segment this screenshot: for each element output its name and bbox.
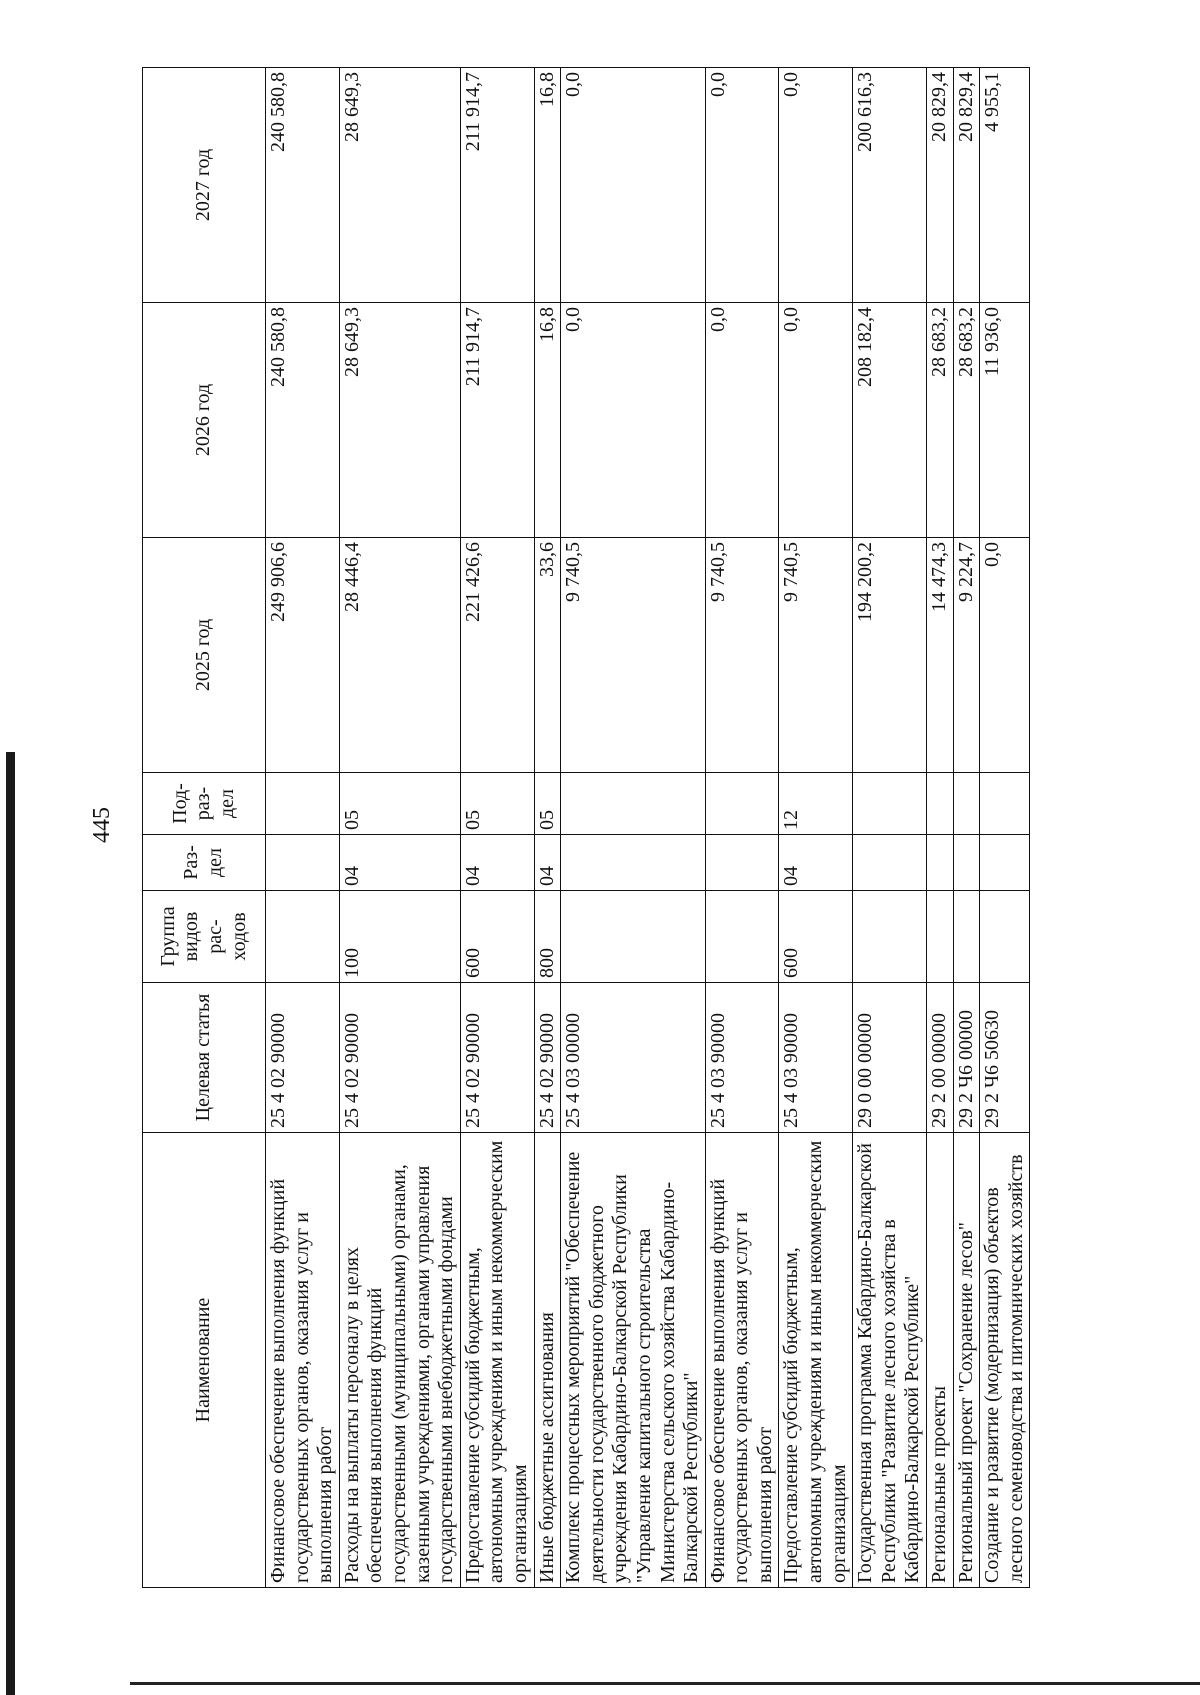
- expense-group-cell: [927, 891, 954, 983]
- header-2026: 2026 год: [143, 303, 266, 538]
- value-2025-cell: 221 426,6: [460, 538, 534, 773]
- header-2027: 2027 год: [143, 68, 266, 303]
- target-article-cell: 29 2 00 00000: [927, 983, 954, 1133]
- value-2026-cell: 240 580,8: [266, 303, 340, 538]
- table-row: [266, 68, 340, 1588]
- row-name-cell: Предоставление субсидий бюджетным, автономным учреждениям и иным некоммерческим организациям: [460, 1133, 534, 1588]
- value-2025-cell: 0,0: [980, 538, 1030, 773]
- target-article-cell: 25 4 03 00000: [561, 983, 706, 1133]
- scan-left-edge: [6, 752, 15, 1695]
- target-article-cell: 29 2 Ч6 00000: [953, 983, 980, 1133]
- header-expense-group: Группа видов рас- ходов: [143, 891, 266, 983]
- header-target-article: Целевая статья: [143, 983, 266, 1133]
- header-section: Раз- дел: [143, 835, 266, 891]
- expense-group-cell: [953, 891, 980, 983]
- value-2025-cell: 14 474,3: [927, 538, 954, 773]
- expense-group-cell: [705, 891, 779, 983]
- section-cell: 04: [460, 835, 534, 891]
- section-cell: [953, 835, 980, 891]
- table-row: [561, 68, 706, 1588]
- value-2026-cell: 211 914,7: [460, 303, 534, 538]
- value-2027-cell: 200 616,3: [853, 68, 927, 303]
- section-cell: 04: [779, 835, 853, 891]
- value-2025-cell: 249 906,6: [266, 538, 340, 773]
- value-2026-cell: 0,0: [779, 303, 853, 538]
- budget-table: [142, 67, 1030, 1588]
- section-cell: [705, 835, 779, 891]
- value-2026-cell: 0,0: [705, 303, 779, 538]
- target-article-cell: 29 0 00 00000: [853, 983, 927, 1133]
- value-2027-cell: 20 829,4: [927, 68, 954, 303]
- target-article-cell: 29 2 Ч6 50630: [980, 983, 1030, 1133]
- target-article-cell: 25 4 02 90000: [534, 983, 561, 1133]
- value-2025-cell: 33,6: [534, 538, 561, 773]
- subsection-cell: [705, 773, 779, 835]
- expense-group-cell: [266, 891, 340, 983]
- table-row: [705, 68, 779, 1588]
- section-cell: [853, 835, 927, 891]
- value-2026-cell: 16,8: [534, 303, 561, 538]
- section-cell: 04: [534, 835, 561, 891]
- row-name-cell: Предоставление субсидий бюджетным, автономным учреждениям и иным некоммерческим организациям: [779, 1133, 853, 1588]
- table-row: [339, 68, 460, 1588]
- table-row: [980, 68, 1030, 1588]
- value-2026-cell: 28 649,3: [339, 303, 460, 538]
- expense-group-cell: 800: [534, 891, 561, 983]
- value-2027-cell: 4 955,1: [980, 68, 1030, 303]
- value-2025-cell: 194 200,2: [853, 538, 927, 773]
- value-2026-cell: 208 182,4: [853, 303, 927, 538]
- row-name-cell: Государственная программа Кабардино-Балкарской Республики "Развитие лесного хозяйства в Кабардино-Балкарской Республике": [853, 1133, 927, 1588]
- row-name-cell: Комплекс процессных мероприятий "Обеспечение деятельности государственного бюджетного учреждения Кабардино-Балкарской Республики "Управление капитального строительства Министерства сельского хозяйства Кабардино-Балкарской Республики": [561, 1133, 706, 1588]
- target-article-cell: 25 4 02 90000: [266, 983, 340, 1133]
- row-name-cell: Финансовое обеспечение выполнения функций государственных органов, оказания услуг и выполнения работ: [705, 1133, 779, 1588]
- row-name-cell: Региональные проекты: [927, 1133, 954, 1588]
- subsection-cell: [927, 773, 954, 835]
- subsection-cell: [561, 773, 706, 835]
- row-name-cell: Финансовое обеспечение выполнения функций государственных органов, оказания услуг и выполнения работ: [266, 1133, 340, 1588]
- value-2027-cell: 20 829,4: [953, 68, 980, 303]
- table-row: [779, 68, 853, 1588]
- value-2026-cell: 11 936,0: [980, 303, 1030, 538]
- subsection-cell: 05: [460, 773, 534, 835]
- subsection-cell: 05: [339, 773, 460, 835]
- value-2027-cell: 0,0: [779, 68, 853, 303]
- row-name-cell: Региональный проект "Сохранение лесов": [953, 1133, 980, 1588]
- header-name: Наименование: [143, 1133, 266, 1588]
- row-name-cell: Расходы на выплаты персоналу в целях обеспечения выполнения функций государственными (муниципальными) органами, казенными учреждениями, органами управления государственными внебюджетными фондами: [339, 1133, 460, 1588]
- target-article-cell: 25 4 02 90000: [339, 983, 460, 1133]
- subsection-cell: [953, 773, 980, 835]
- target-article-cell: 25 4 03 90000: [779, 983, 853, 1133]
- section-cell: [266, 835, 340, 891]
- value-2027-cell: 0,0: [561, 68, 706, 303]
- value-2025-cell: 9 740,5: [779, 538, 853, 773]
- header-row: [143, 68, 266, 1588]
- subsection-cell: [266, 773, 340, 835]
- value-2026-cell: 0,0: [561, 303, 706, 538]
- value-2026-cell: 28 683,2: [927, 303, 954, 538]
- expense-group-cell: 600: [779, 891, 853, 983]
- section-cell: 04: [339, 835, 460, 891]
- table-row: [853, 68, 927, 1588]
- scan-bottom-edge: [130, 1682, 1200, 1685]
- table-row: [534, 68, 561, 1588]
- subsection-cell: 05: [534, 773, 561, 835]
- table-row: [460, 68, 534, 1588]
- section-cell: [927, 835, 954, 891]
- value-2025-cell: 9 740,5: [561, 538, 706, 773]
- target-article-cell: 25 4 02 90000: [460, 983, 534, 1133]
- row-name-cell: Создание и развитие (модернизация) объектов лесного семеноводства и питомнических хозяйств: [980, 1133, 1030, 1588]
- value-2027-cell: 16,8: [534, 68, 561, 303]
- value-2027-cell: 211 914,7: [460, 68, 534, 303]
- page-number: 445: [89, 807, 115, 843]
- subsection-cell: [853, 773, 927, 835]
- header-subsection: Под- раз- дел: [143, 773, 266, 835]
- expense-group-cell: 100: [339, 891, 460, 983]
- rotated-table-container: [142, 68, 1180, 1588]
- value-2027-cell: 28 649,3: [339, 68, 460, 303]
- value-2027-cell: 0,0: [705, 68, 779, 303]
- value-2025-cell: 9 740,5: [705, 538, 779, 773]
- header-2025: 2025 год: [143, 538, 266, 773]
- table-row: [953, 68, 980, 1588]
- value-2027-cell: 240 580,8: [266, 68, 340, 303]
- expense-group-cell: [980, 891, 1030, 983]
- row-name-cell: Иные бюджетные ассигнования: [534, 1133, 561, 1588]
- value-2026-cell: 28 683,2: [953, 303, 980, 538]
- table-row: [927, 68, 954, 1588]
- expense-group-cell: [561, 891, 706, 983]
- subsection-cell: [980, 773, 1030, 835]
- expense-group-cell: 600: [460, 891, 534, 983]
- expense-group-cell: [853, 891, 927, 983]
- value-2025-cell: 9 224,7: [953, 538, 980, 773]
- value-2025-cell: 28 446,4: [339, 538, 460, 773]
- subsection-cell: 12: [779, 773, 853, 835]
- section-cell: [980, 835, 1030, 891]
- target-article-cell: 25 4 03 90000: [705, 983, 779, 1133]
- section-cell: [561, 835, 706, 891]
